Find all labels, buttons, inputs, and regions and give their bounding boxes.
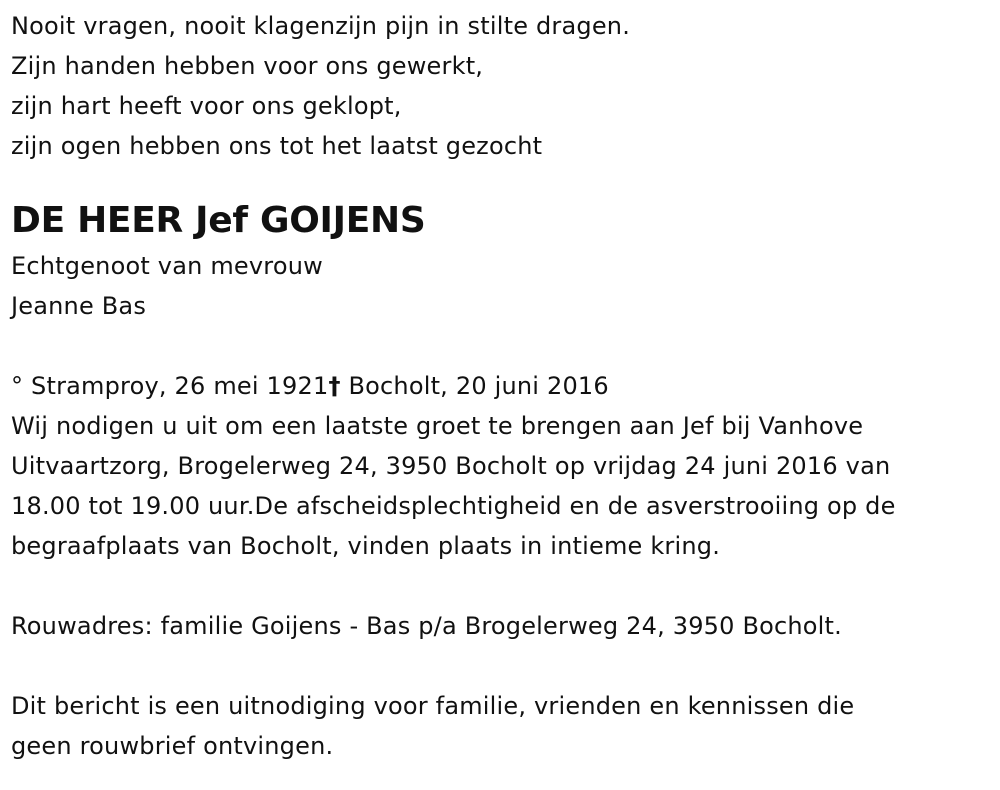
spacer (11, 166, 991, 192)
obituary-notice (11, 0, 991, 766)
poem-line: Nooit vragen, nooit klagenzijn pijn in stilte dragen. (11, 12, 631, 40)
cross-icon: † (328, 372, 341, 400)
birth-date: ° Stramproy, 26 mei 1921 (11, 372, 329, 400)
poem (11, 6, 991, 166)
spacer (11, 566, 991, 606)
birth-death-dates (11, 366, 991, 406)
notice-line: geen rouwbrief ontvingen. (11, 732, 334, 760)
relation-line: Echtgenoot van mevrouw (11, 252, 323, 280)
invitation-line: Wij nodigen u uit om een laatste groet te brengen aan Jef bij Vanhove (11, 412, 864, 440)
invitation-line: Uitvaartzorg, Brogelerweg 24, 3950 Bocholt op vrijdag 24 juni 2016 van (11, 452, 891, 480)
spacer (11, 646, 991, 686)
poem-line: Zijn handen hebben voor ons gewerkt, (11, 52, 484, 80)
deceased-name: DE HEER Jef GOIJENS (11, 200, 426, 241)
invitation-line: 18.00 tot 19.00 uur.De afscheidsplechtigheid en de asverstrooiing op de (11, 492, 896, 520)
invitation-line: begraafplaats van Bocholt, vinden plaats in intieme kring. (11, 532, 721, 560)
death-date: Bocholt, 20 juni 2016 (340, 372, 609, 400)
spacer (11, 326, 991, 366)
spouse-name: Jeanne Bas (11, 292, 147, 320)
mourning-address: Rouwadres: familie Goijens - Bas p/a Brogelerweg 24, 3950 Bocholt. (11, 612, 842, 640)
notice-line: Dit bericht is een uitnodiging voor familie, vrienden en kennissen die (11, 692, 855, 720)
poem-line: zijn hart heeft voor ons geklopt, (11, 92, 402, 120)
poem-line: zijn ogen hebben ons tot het laatst gezocht (11, 132, 543, 160)
